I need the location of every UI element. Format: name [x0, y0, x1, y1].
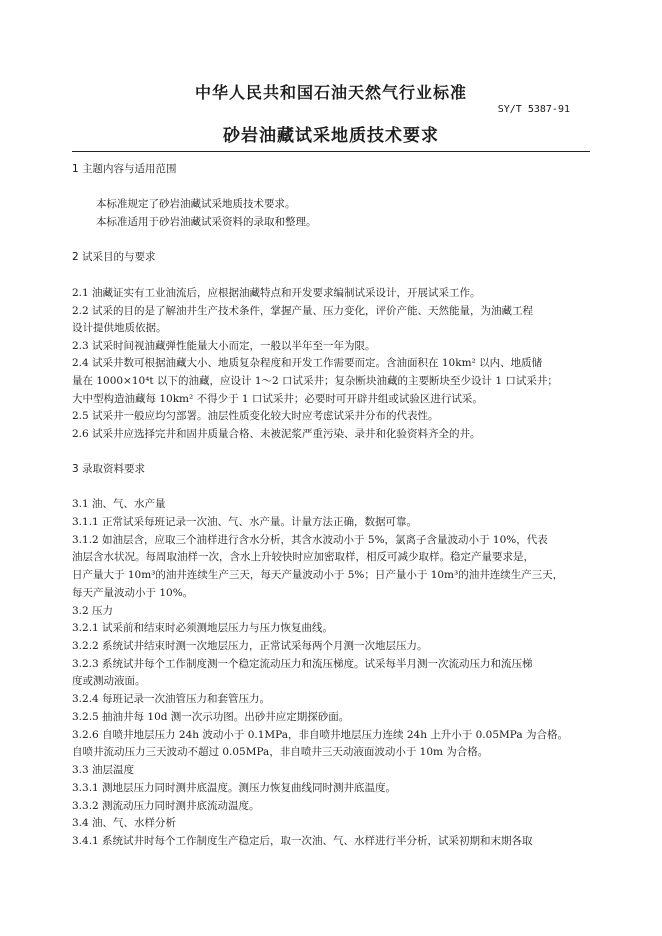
section-heading: 3 录取资料要求: [72, 463, 146, 475]
body-text-line: 2.6 试采井应选择完井和固井质量合格、未被泥浆严重污染、录井和化验资料齐全的井。: [72, 428, 481, 440]
body-text-line: 3.1.2 如油层含，应取三个油样进行含水分析，其含水波动小于 5%，氯离子含量波动小于 10%，代表: [72, 534, 548, 546]
body-text-line: 2.5 试采井一般应均匀部署。油层性质变化较大时应考虑试采井分布的代表性。: [72, 410, 439, 422]
issuing-organization: 中华人民共和国石油天然气行业标准: [194, 83, 467, 102]
body-text-line: 油层含水状况。每周取油样一次，含水上升较快时应加密取样，相反可减少取样。稳定产量要求是，: [72, 551, 534, 563]
title-rule: [72, 151, 590, 152]
body-text-line: 2.2 试采的目的是了解油井生产技术条件，掌握产量、压力变化，评价产能、天然能量，为油藏工程: [72, 305, 534, 317]
body-text-line: 每天产量波动小于 10%。: [72, 587, 194, 599]
body-text-line: 3.3.1 测地层压力同时测井底温度。测压力恢复曲线同时测井底温度。: [72, 782, 397, 794]
body-text-line: 自喷井流动压力三天波动不超过 0.05MPa，非自喷井三天动液面波动小于 10m 为合格。: [72, 746, 489, 758]
body-text-line: 大中型构造油藏每 10km² 不得少于 1 口试采井；必要时可开辟井组或试验区进行试采。: [72, 393, 483, 405]
body-text-line: 3.4 油、气、水样分析: [72, 817, 177, 829]
body-text-line: 3.2.1 试采前和结束时必须测地层压力与压力恢复曲线。: [72, 622, 334, 634]
body-text-line: 度或测动液面。: [72, 675, 146, 687]
body-text-line: 日产量大于 10m³的油井连续生产三天，每天产量波动小于 5%；日产量小于 10m³的油井连续生产三天，: [72, 569, 564, 581]
body-text-line: 3.1.1 正常试采每班记录一次油、气、水产量。计量方法正确，数据可靠。: [72, 516, 418, 528]
body-text-line: 3.4.1 系统试井时每个工作制度生产稳定后，取一次油、气、水样进行半分析，试采初期和末期各取: [72, 835, 533, 847]
section-heading: 1 主题内容与适用范围: [72, 163, 177, 175]
body-text-line: 3.3.2 测流动压力同时测井底流动温度。: [72, 800, 260, 812]
body-text-line: 本标准规定了砂岩油藏试采地质技术要求。: [96, 198, 296, 210]
body-text-line: 3.2.4 每班记录一次油管压力和套管压力。: [72, 693, 271, 705]
body-text-line: 3.3 油层温度: [72, 764, 135, 776]
body-text-line: 3.2.2 系统试井结束时测一次地层压力，正常试采每两个月测一次地层压力。: [72, 640, 428, 652]
body-text-line: 设计提供地质依据。: [72, 322, 167, 334]
standard-number: SY/T 5387-91: [497, 104, 570, 115]
body-text-line: 3.2.5 抽油井每 10d 测一次示功图。出砂井应定期探砂面。: [72, 711, 350, 723]
body-text-line: 3.2 压力: [72, 605, 114, 617]
body-text-line: 3.1 油、气、水产量: [72, 498, 166, 510]
body-text-line: 本标准适用于砂岩油藏试采资料的录取和整理。: [96, 216, 317, 228]
body-text-line: 3.2.3 系统试井每个工作制度测一个稳定流动压力和流压梯度。试采每半月测一次流动压力和流压梯: [72, 658, 533, 670]
body-text-line: 3.2.6 自喷井地层压力 24h 波动小于 0.1MPa，非自喷井地层压力连续 24h 上升小于 0.05MPa 为合格。: [72, 729, 568, 741]
body-text-line: 2.4 试采井数可根据油藏大小、地质复杂程度和开发工作需要而定。含油面积在 10km² 以内、地质储: [72, 357, 543, 369]
body-text-line: 量在 1000×10⁴t 以下的油藏，应设计 1～2 口试采井；复杂断块油藏的主要断块至少设计 1 口试采井；: [72, 375, 558, 387]
body-text-line: 2.3 试采时间视油藏弹性能量大小而定，一般以半年至一年为限。: [72, 340, 376, 352]
body-text-line: 2.1 油藏证实有工业油流后，应根据油藏特点和开发要求编制试采设计，开展试采工作。: [72, 287, 481, 299]
section-heading: 2 试采目的与要求: [72, 251, 156, 263]
document-title: 砂岩油藏试采地质技术要求: [223, 126, 439, 146]
